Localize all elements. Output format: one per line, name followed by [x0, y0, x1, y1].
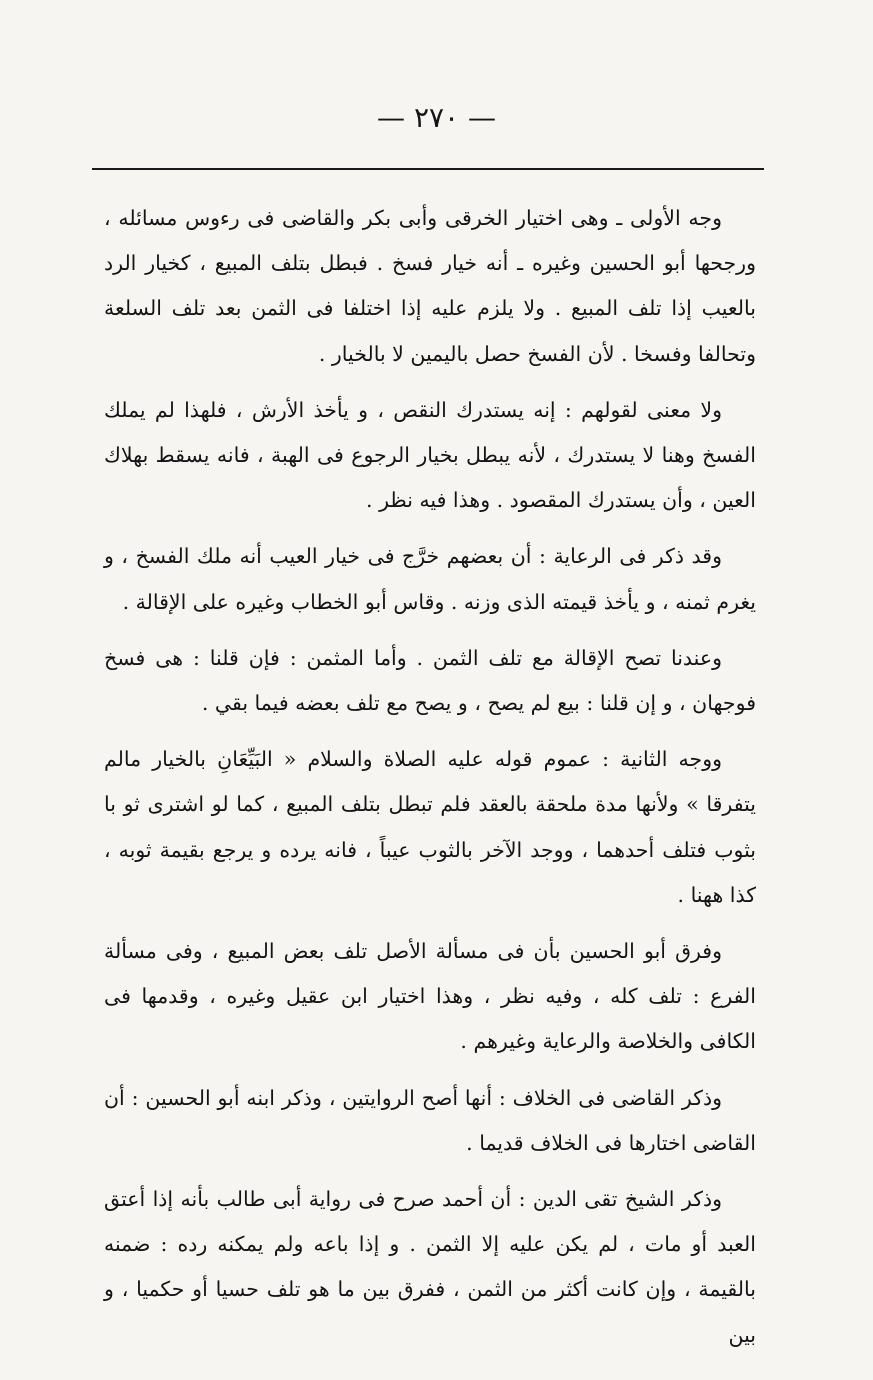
paragraph: ووجه الثانية : عموم قوله عليه الصلاة والسلام « البَيِّعَانِ بالخيار مالم يتفرقا » ولأنها مدة ملحقة بالعقد فلم تبطل بتلف المبيع ، كما لو اشترى ثو با بثوب فتلف أحدهما ، ووجد الآخر بالثوب عيباً ، فانه يرده و يرجع بقيمة ثوبه ، كذا ههنا .: [104, 747, 756, 907]
paragraph: ولا معنى لقولهم : إنه يستدرك النقص ، و يأخذ الأرش ، فلهذا لم يملك الفسخ وهنا لا يستدرك ، لأنه يبطل بخيار الرجوع فى الهبة ، فانه يسقط بهلاك العين ، وأن يستدرك المقصود . وهذا فيه نظر .: [104, 397, 756, 513]
paragraph: وجه الأولى ـ وهى اختيار الخرقى وأبى بكر والقاضى فى رءوس مسائله ، ورجحها أبو الحسين وغيره ـ أنه خيار فسخ . فبطل بتلف المبيع ، كخيار الرد بالعيب إذا تلف المبيع . ولا يلزم عليه إذا اختلفا فى الثمن بعد تلف السلعة وتحالفا وفسخا . لأن الفسخ حصل باليمين لا بالخيار .: [104, 206, 756, 366]
paragraph: وقد ذكر فى الرعاية : أن بعضهم خرَّج فى خيار العيب أنه ملك الفسخ ، و يغرم ثمنه ، و يأخذ قيمته الذى وزنه . وقاس أبو الخطاب وغيره على الإقالة .: [104, 544, 756, 614]
paragraph: وفرق أبو الحسين بأن فى مسألة الأصل تلف بعض المبيع ، وفى مسألة الفرع : تلف كله ، وفيه نظر ، وهذا اختيار ابن عقيل وغيره ، وقدمها فى الكافى والخلاصة والرعاية وغيرهم .: [104, 939, 756, 1054]
header-rule: [92, 168, 764, 170]
page-body: [104, 196, 756, 1369]
paragraph: وعندنا تصح الإقالة مع تلف الثمن . وأما المثمن : فإن قلنا : هى فسخ فوجهان ، و إن قلنا : بيع لم يصح ، و يصح مع تلف بعضه فيما بقي .: [104, 645, 756, 716]
paragraph: وذكر الشيخ تقى الدين : أن أحمد صرح فى رواية أبى طالب بأنه إذا أعتق العبد أو مات ، لم يكن عليه إلا الثمن . و إذا باعه ولم يمكنه رده : ضمنه بالقيمة ، وإن كانت أكثر من الثمن ، ففرق بين ما هو تلف حسيا أو حكميا ، و بين: [104, 1187, 756, 1347]
page-number: — ٢٧٠ —: [377, 101, 496, 134]
paragraph: وذكر القاضى فى الخلاف : أنها أصح الروايتين ، وذكر ابنه أبو الحسين : أن القاضى اختارها فى الخلاف قديما .: [104, 1085, 756, 1155]
